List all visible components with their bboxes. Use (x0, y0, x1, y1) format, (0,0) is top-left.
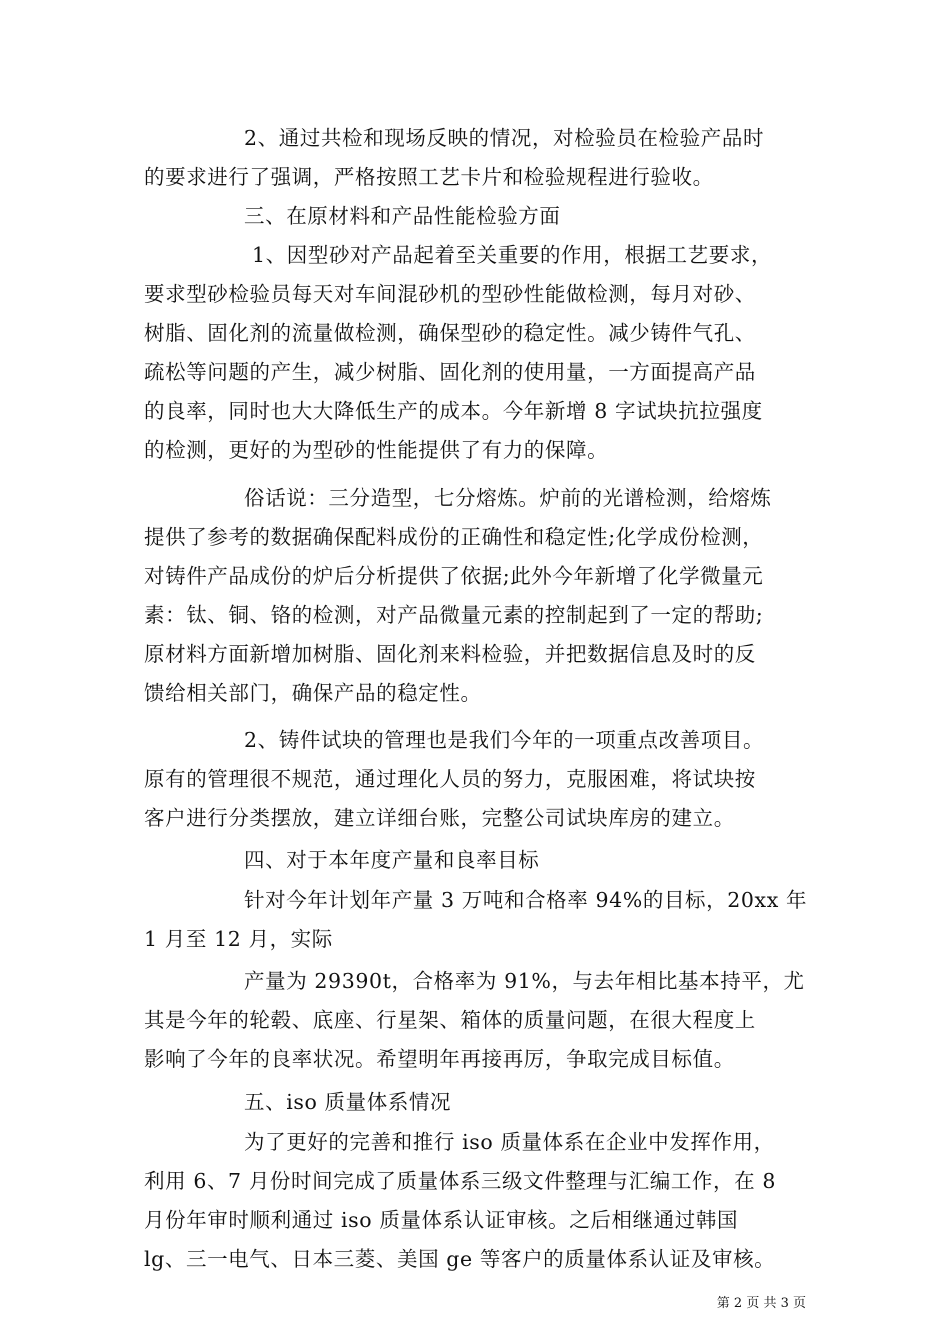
paragraph-line: 的良率，同时也大大降低生产的成本。今年新增 8 字试块抗拉强度 (144, 399, 763, 423)
paragraph-line: 原有的管理很不规范，通过理化人员的努力，克服困难，将试块按 (144, 767, 756, 791)
paragraph-line: 其是今年的轮毂、底座、行星架、箱体的质量问题，在很大程度上 (144, 1008, 756, 1032)
paragraph-line: 为了更好的完善和推行 iso 质量体系在企业中发挥作用， (244, 1130, 775, 1154)
section-heading: 四、对于本年度产量和良率目标 (244, 848, 540, 872)
paragraph-line: 要求型砂检验员每天对车间混砂机的型砂性能做检测，每月对砂、 (144, 282, 756, 306)
paragraph-line: 对铸件产品成份的炉后分析提供了依据;此外今年新增了化学微量元 (144, 564, 764, 588)
paragraph-line: 产量为 29390t，合格率为 91%，与去年相比基本持平，尤 (244, 969, 805, 993)
paragraph-line: 馈给相关部门，确保产品的稳定性。 (144, 681, 482, 705)
paragraph-line: 影响了今年的良率状况。希望明年再接再厉，争取完成目标值。 (144, 1047, 735, 1071)
paragraph-line: 2、铸件试块的管理也是我们今年的一项重点改善项目。 (244, 728, 765, 752)
paragraph-line: 1 月至 12 月，实际 (144, 927, 333, 951)
paragraph-line: 俗话说：三分造型，七分熔炼。炉前的光谱检测，给熔炼 (244, 486, 772, 510)
paragraph-line: 原材料方面新增加树脂、固化剂来料检验，并把数据信息及时的反 (144, 642, 756, 666)
paragraph-line: 2、通过共检和现场反映的情况，对检验员在检验产品时 (244, 126, 765, 150)
paragraph-line: 树脂、固化剂的流量做检测，确保型砂的稳定性。减少铸件气孔、 (144, 321, 756, 345)
paragraph-line: 利用 6、7 月份时间完成了质量体系三级文件整理与汇编工作，在 8 (144, 1169, 776, 1193)
paragraph-line: 的要求进行了强调，严格按照工艺卡片和检验规程进行验收。 (144, 165, 714, 189)
paragraph-line: lg、三一电气、日本三菱、美国 ge 等客户的质量体系认证及审核。 (144, 1247, 776, 1271)
paragraph-line: 疏松等问题的产生，减少树脂、固化剂的使用量，一方面提高产品 (144, 360, 756, 384)
paragraph-line: 针对今年计划年产量 3 万吨和合格率 94%的目标，20xx 年 (244, 888, 808, 912)
section-heading: 三、在原材料和产品性能检验方面 (244, 204, 561, 228)
paragraph-line: 提供了参考的数据确保配料成份的正确性和稳定性;化学成份检测， (144, 525, 764, 549)
page-number-footer: 第 2 页 共 3 页 (716, 1296, 806, 1311)
paragraph-line: 素：钛、铜、铬的检测，对产品微量元素的控制起到了一定的帮助; (144, 603, 764, 627)
paragraph-line: 的检测，更好的为型砂的性能提供了有力的保障。 (144, 438, 609, 462)
paragraph-line: 1、因型砂对产品起着至关重要的作用，根据工艺要求， (252, 243, 773, 267)
paragraph-line: 客户进行分类摆放，建立详细台账，完整公司试块库房的建立。 (144, 806, 735, 830)
section-heading: 五、iso 质量体系情况 (244, 1090, 452, 1114)
paragraph-line: 月份年审时顺利通过 iso 质量体系认证审核。之后相继通过韩国 (144, 1208, 739, 1232)
